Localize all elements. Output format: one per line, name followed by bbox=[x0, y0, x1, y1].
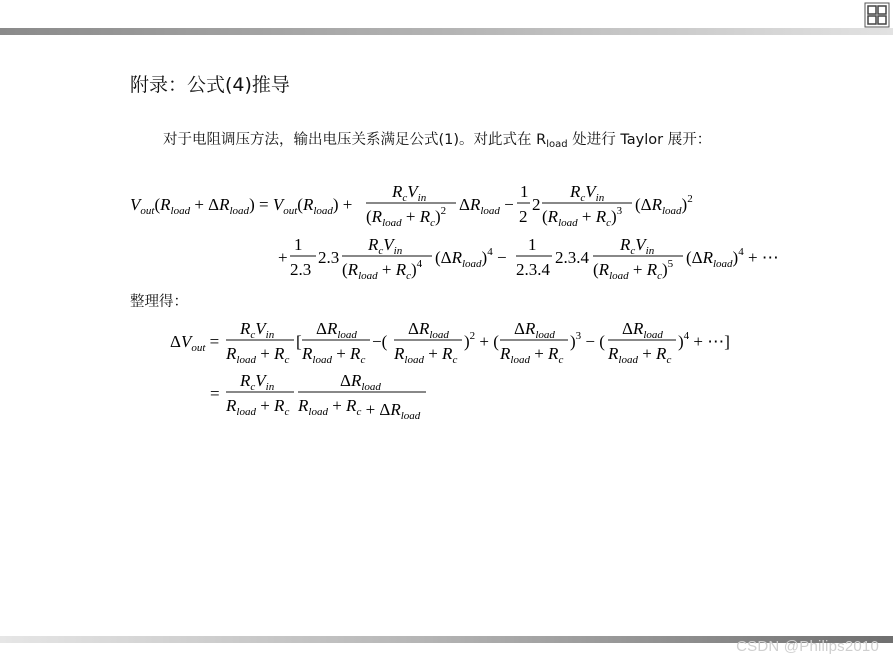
svg-text:)3 − (: )$^3$ − ( bbox=[570, 330, 605, 351]
svg-text:ΔRload: $\Delta R_{load}$ bbox=[316, 319, 357, 341]
intro-text-after: 处进行 Taylor 展开： bbox=[567, 132, 712, 148]
intro-subscript: load bbox=[546, 139, 568, 150]
svg-text:ΔVout =: $\Delta V_{out}$ = bbox=[170, 332, 220, 354]
svg-text:Rload + Rc: $R_{load} + R_c$ bbox=[226, 396, 290, 418]
svg-text:−(: −( bbox=[372, 332, 388, 351]
svg-text:2: 2 bbox=[519, 207, 528, 226]
svg-text:(Rload + Rc)2: $(R_{load} + R_c)^2$ bbox=[366, 205, 447, 229]
intro-text-before: 对于电阻调压方法，输出电压关系满足公式(1)。对此式在 R bbox=[163, 132, 547, 148]
svg-text:1: 1 bbox=[528, 235, 537, 254]
intro-paragraph bbox=[130, 129, 770, 153]
svg-text:ΔRload: $\Delta R_{load}$ bbox=[408, 319, 449, 341]
rearranged-equation bbox=[168, 315, 738, 430]
svg-text:)4 + ⋯]: )$^4$ + ⋯] bbox=[678, 330, 730, 351]
svg-text:[: [ bbox=[296, 332, 302, 351]
svg-text:RcVin: $R_cV_{in}$ bbox=[570, 182, 605, 204]
svg-text:2.3.4: 2.3.4 bbox=[555, 248, 589, 267]
slide-navigation-icon[interactable] bbox=[864, 2, 890, 28]
svg-text:2.3.4: 2.3.4 bbox=[516, 260, 550, 279]
svg-text:Rload + Rc + ΔRload: $R_{load} + R_c + \Delta R_{load}$ bbox=[298, 396, 421, 422]
svg-text:2: 2 bbox=[532, 195, 541, 214]
rearranged-label: 整理得： bbox=[130, 294, 188, 310]
svg-text:Rload + Rc: $R_{load} + R_c$ bbox=[500, 344, 564, 366]
svg-text:RcVin: $R_cV_{in}$ bbox=[240, 371, 275, 393]
svg-text:ΔRload: $\Delta R_{load}$ bbox=[514, 319, 555, 341]
svg-text:1: 1 bbox=[294, 235, 303, 254]
svg-text:1: 1 bbox=[520, 182, 529, 201]
top-divider-bar bbox=[0, 28, 893, 35]
svg-text:(ΔRload)4 + ⋯: $(\Delta R_{load})^4$ + ⋯ bbox=[686, 246, 779, 270]
svg-text:ΔRload: $\Delta R_{load}$ bbox=[340, 371, 381, 393]
svg-text:)2 + (: )$^2$ + ( bbox=[464, 330, 499, 351]
taylor-expansion-equation bbox=[128, 180, 788, 290]
svg-text:+: + bbox=[278, 248, 288, 267]
svg-text:RcVin: $R_cV_{in}$ bbox=[620, 235, 655, 257]
svg-text:Rload + Rc: $R_{load} + R_c$ bbox=[394, 344, 458, 366]
slide-title: 附录：公式(4)推导 bbox=[130, 74, 290, 96]
watermark-text: CSDN @Philips2010 bbox=[736, 638, 879, 655]
svg-text:(Rload + Rc)3: $(R_{load} + R_c)^3$ bbox=[542, 205, 623, 229]
svg-text:RcVin: $R_cV_{in}$ bbox=[392, 182, 427, 204]
svg-text:2.3: 2.3 bbox=[290, 260, 312, 279]
svg-text:2.3: 2.3 bbox=[318, 248, 340, 267]
svg-text:(ΔRload)2: $(\Delta R_{load})^2$ bbox=[635, 193, 693, 217]
svg-text:(Rload + Rc)4: $(R_{load} + R_c)^4$ bbox=[342, 258, 423, 282]
svg-text:Rload + Rc: $R_{load} + R_c$ bbox=[608, 344, 672, 366]
svg-text:Rload + Rc: $R_{load} + R_c$ bbox=[302, 344, 366, 366]
svg-text:Rload + Rc: $R_{load} + R_c$ bbox=[226, 344, 290, 366]
svg-text:(Rload + Rc)5: $(R_{load} + R_c)^5$ bbox=[593, 258, 674, 282]
svg-text:RcVin: $R_cV_{in}$ bbox=[240, 319, 275, 341]
svg-text:ΔRload −: $\Delta R_{load}$ − bbox=[459, 195, 514, 217]
svg-text:Vout(Rload + ΔRload) = Vout(Rl: $V_{out}(R_{load} + \Delta R_{load}) = V_{out}(R_{load})$ + bbox=[130, 195, 353, 217]
svg-text:=: = bbox=[210, 384, 220, 403]
svg-text:(ΔRload)4 −: $(\Delta R_{load})^4$ − bbox=[435, 246, 507, 270]
svg-text:ΔRload: $\Delta R_{load}$ bbox=[622, 319, 663, 341]
svg-text:RcVin: $R_cV_{in}$ bbox=[368, 235, 403, 257]
